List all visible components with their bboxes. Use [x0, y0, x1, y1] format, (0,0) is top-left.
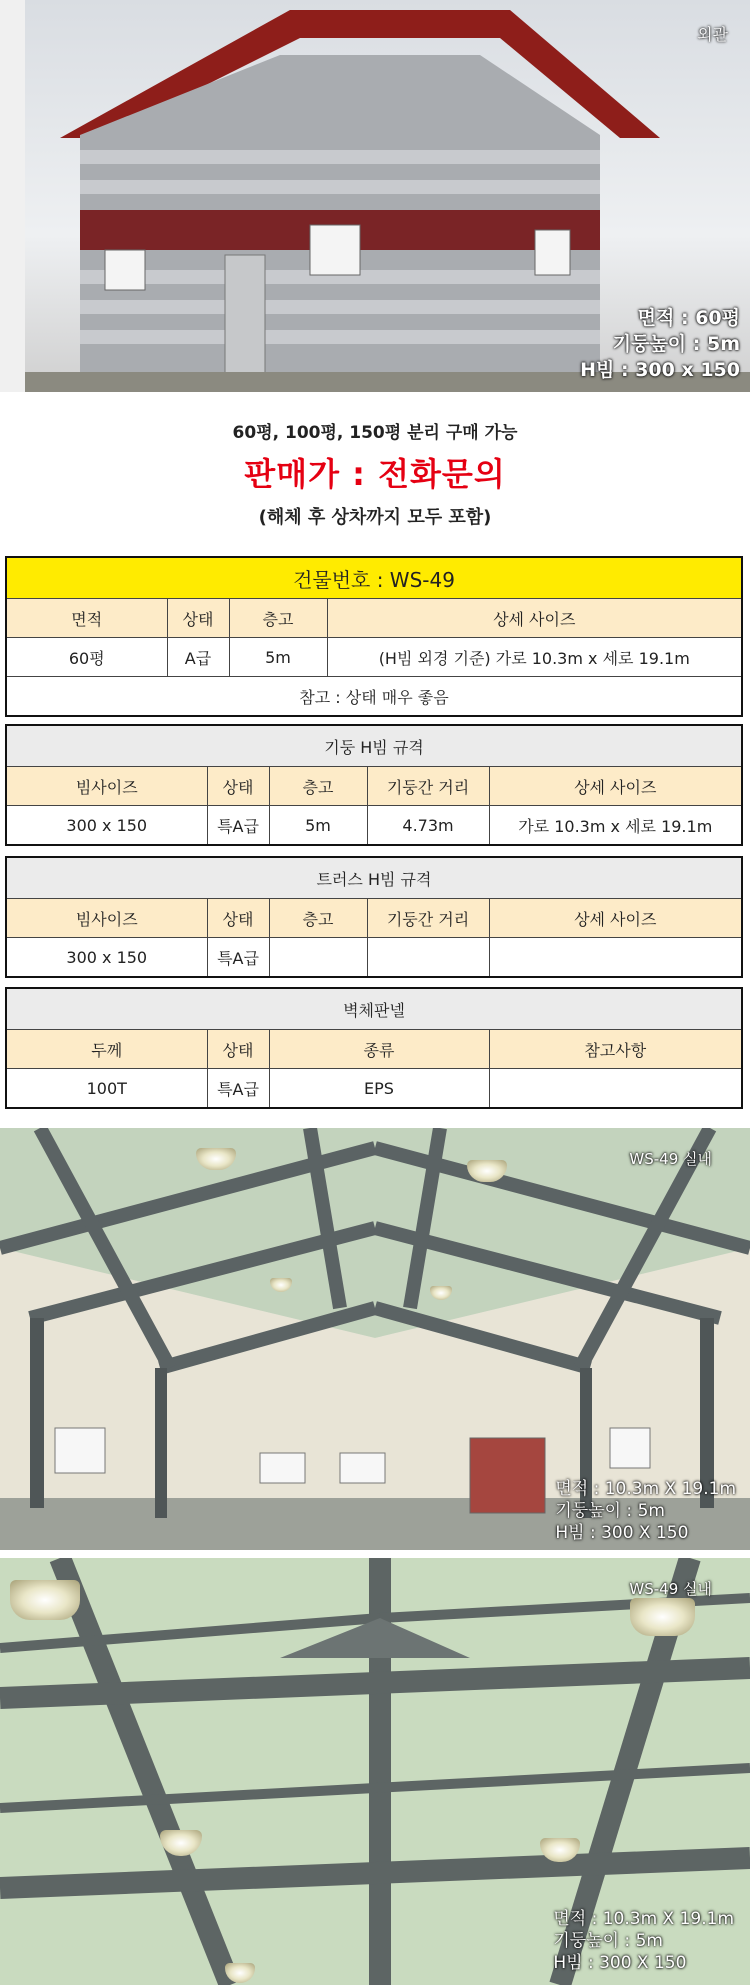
spec-hbeam: H빔 : 300 x 150	[580, 359, 740, 381]
interior-photo-1	[0, 1128, 750, 1550]
header-detail-size: 상세 사이즈	[489, 767, 741, 806]
purchase-options: 60평, 100평, 150평 분리 구매 가능	[232, 423, 518, 443]
header-column-spacing: 기둥간 거리	[367, 767, 489, 806]
photo-tag: WS-49 실내	[629, 1580, 712, 1598]
headline	[0, 404, 750, 529]
exterior-photo	[0, 0, 750, 392]
column-hbeam-table	[5, 724, 743, 846]
cell-detail-size: 가로 10.3m x 세로 19.1m	[489, 806, 741, 845]
photo-tag: WS-49 실내	[629, 1150, 712, 1168]
column-spec-title: 기둥 H빔 규격	[7, 726, 741, 767]
cell-detail-size: (H빔 외경 기준) 가로 10.3m x 세로 19.1m	[327, 638, 741, 677]
building-wall	[80, 55, 600, 387]
ceiling-lamp	[630, 1598, 695, 1636]
truss-hbeam-table	[5, 856, 743, 978]
header-condition: 상태	[207, 899, 269, 938]
header-condition: 상태	[207, 1030, 269, 1069]
cell-beam-size: 300 x 150	[7, 806, 207, 845]
header-type: 종류	[269, 1030, 489, 1069]
header-height: 층고	[229, 599, 327, 638]
price: 판매가 : 전화문의	[244, 455, 506, 493]
price-note: (해체 후 상차까지 모두 포함)	[258, 507, 492, 528]
truss-spec-title: 트러스 H빔 규격	[7, 858, 741, 899]
building-note: 참고 : 상태 매우 좋음	[7, 677, 741, 716]
cell-beam-size: 300 x 150	[7, 938, 207, 977]
header-beam-size: 빔사이즈	[7, 767, 207, 806]
cell-area: 60평	[7, 638, 167, 677]
photo-tag: 외관	[697, 25, 728, 44]
header-condition: 상태	[207, 767, 269, 806]
cell-type: EPS	[269, 1069, 489, 1108]
spec-area: 면적 : 10.3m X 19.1m	[555, 1479, 736, 1499]
header-detail-size: 상세 사이즈	[489, 899, 741, 938]
cell-thickness: 100T	[7, 1069, 207, 1108]
building-table	[5, 556, 743, 717]
spec-column-height: 기둥높이 : 5m	[555, 1501, 665, 1521]
header-remarks: 참고사항	[489, 1030, 741, 1069]
header-height: 층고	[269, 899, 367, 938]
photo-specs	[555, 1478, 736, 1544]
cell-condition: 특A급	[207, 1069, 269, 1108]
header-detail-size: 상세 사이즈	[327, 599, 741, 638]
photo-specs	[580, 305, 740, 383]
cell-condition: A급	[167, 638, 229, 677]
cell-column-spacing: 4.73m	[367, 806, 489, 845]
spec-column-height: 기둥높이 : 5m	[612, 333, 740, 355]
cell-height: 5m	[229, 638, 327, 677]
interior-photo-2	[0, 1558, 750, 1985]
cell-detail-size	[489, 938, 741, 977]
spec-area: 면적 : 60평	[637, 307, 740, 329]
building-number: 건물번호 : WS-49	[7, 558, 741, 599]
spec-hbeam: H빔 : 300 X 150	[555, 1523, 689, 1543]
cell-remarks	[489, 1069, 741, 1108]
cell-height: 5m	[269, 806, 367, 845]
wall-panel-title: 벽체판넬	[7, 989, 741, 1030]
spec-area: 면적 : 10.3m X 19.1m	[553, 1909, 734, 1929]
cell-condition: 특A급	[207, 938, 269, 977]
header-height: 층고	[269, 767, 367, 806]
spec-column-height: 기둥높이 : 5m	[553, 1931, 663, 1951]
cell-condition: 특A급	[207, 806, 269, 845]
spec-hbeam: H빔 : 300 X 150	[553, 1953, 687, 1973]
header-thickness: 두께	[7, 1030, 207, 1069]
header-beam-size: 빔사이즈	[7, 899, 207, 938]
header-area: 면적	[7, 599, 167, 638]
header-condition: 상태	[167, 599, 229, 638]
header-column-spacing: 기둥간 거리	[367, 899, 489, 938]
wall-panel-table	[5, 987, 743, 1109]
ceiling-lamp	[10, 1580, 80, 1620]
cell-column-spacing	[367, 938, 489, 977]
photo-specs	[553, 1908, 734, 1974]
cell-height	[269, 938, 367, 977]
